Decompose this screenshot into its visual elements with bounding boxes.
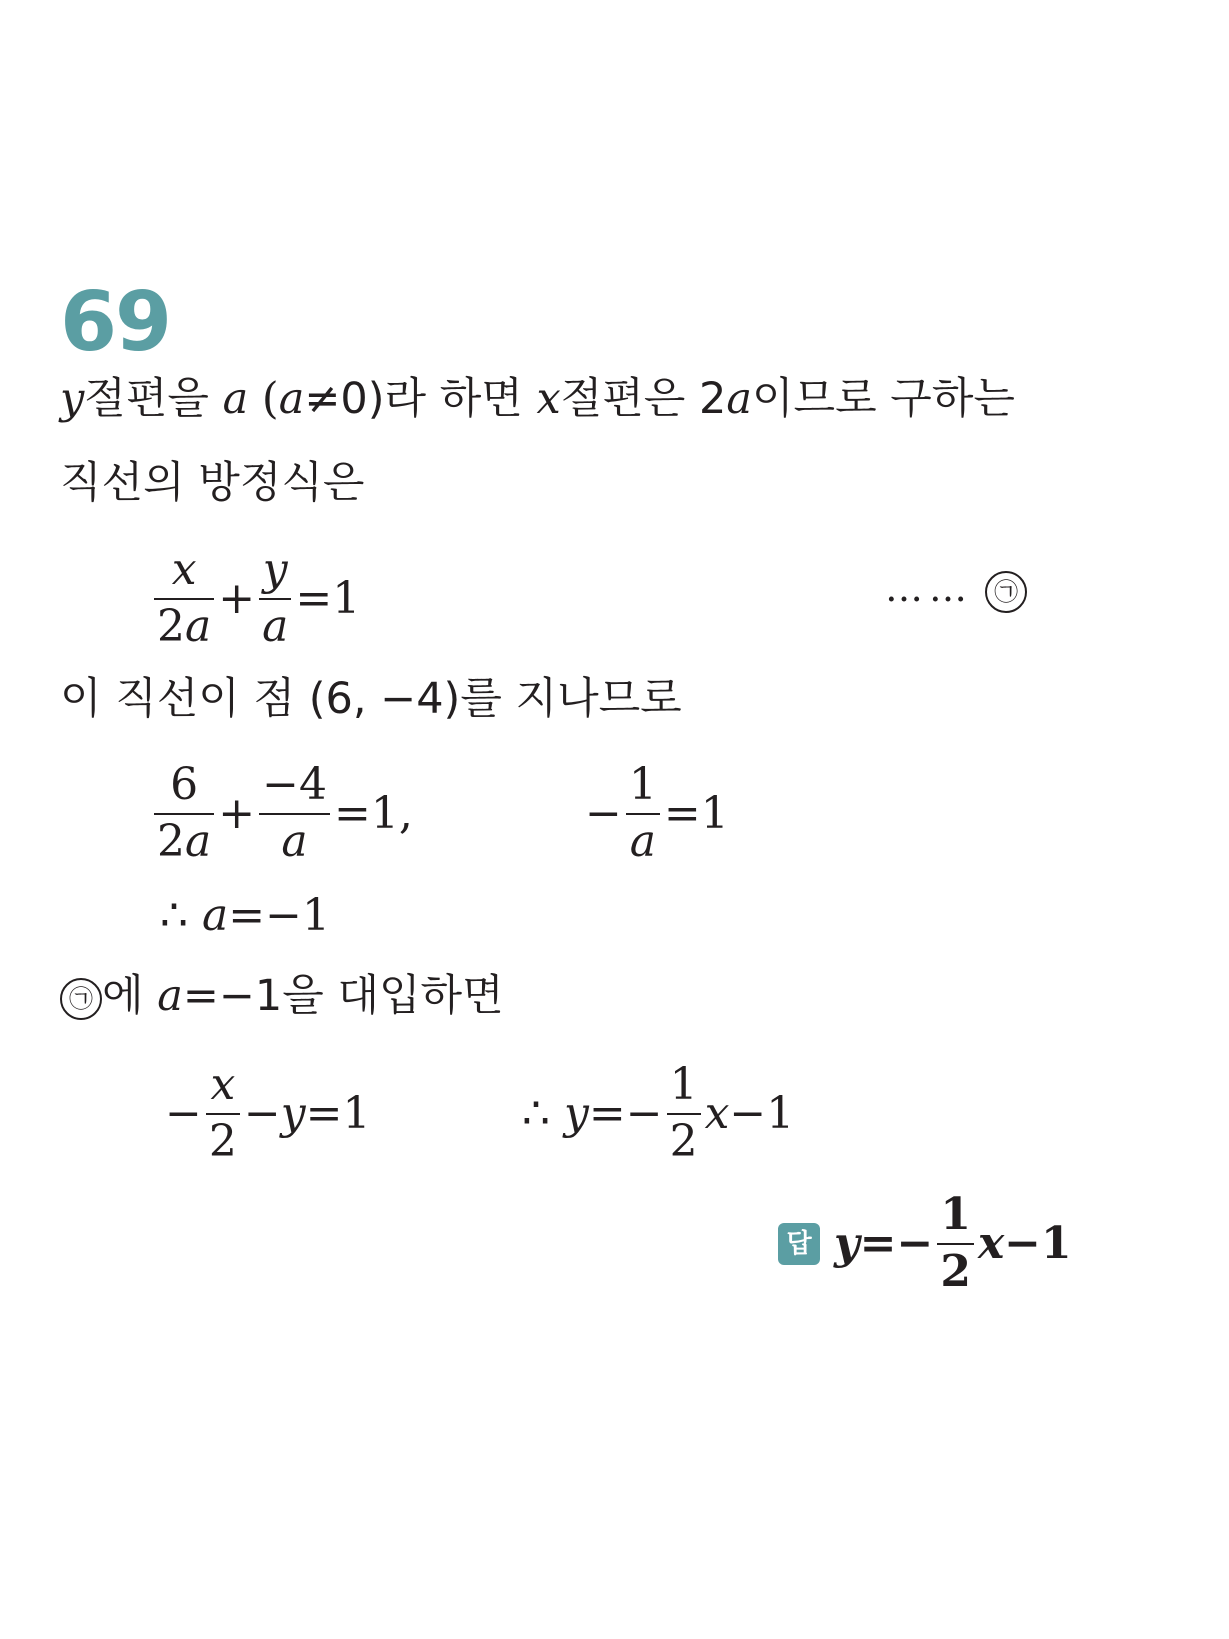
equation-2b: − $\frac{1}{a}$ =1 xyxy=(585,759,729,867)
problem-number: 69 xyxy=(60,275,171,370)
fraction-neg4-over-a: $\frac{-4}{a}$ xyxy=(259,760,330,867)
var-y: y xyxy=(60,374,85,424)
solution-line-2: 직선의 방정식은 xyxy=(60,458,365,508)
answer-badge: 답 xyxy=(778,1223,820,1265)
fraction-x-over-2a: $\frac{x}{2a}$ xyxy=(154,545,214,652)
equation-4: − $\frac{x}{2}$ − y =1 xyxy=(165,1059,371,1167)
fraction-6-over-2a: $\frac{6}{2a}$ xyxy=(154,760,214,867)
circled-giyeok-icon: ㉠ xyxy=(60,978,102,1020)
therefore-symbol: ∴ xyxy=(522,1088,550,1140)
circled-giyeok-icon: ㉠ xyxy=(985,571,1027,613)
therefore-symbol: ∴ xyxy=(160,890,188,941)
answer-fraction-1-over-2: $\frac{1}{2}$ xyxy=(937,1190,974,1297)
equation-2: $\frac{6}{2a}$ + $\frac{-4}{a}$ =1, xyxy=(150,760,413,867)
equation-3: ∴ a =−1 xyxy=(160,890,330,941)
fraction-y-over-a: $\frac{y}{a}$ xyxy=(259,545,291,652)
answer: 답 y =− $\frac{1}{2}$ x −1 xyxy=(778,1190,1072,1297)
fraction-1-over-a: $\frac{1}{a}$ xyxy=(626,760,660,867)
solution-line-3: 이 직선이 점 (6, −4)를 지나므로 xyxy=(60,674,682,724)
fraction-1-over-2: $\frac{1}{2}$ xyxy=(667,1060,701,1167)
equation-1-tag: …… ㉠ xyxy=(885,566,1027,613)
equation-4b: ∴ y =− $\frac{1}{2}$ x −1 xyxy=(522,1059,795,1167)
fraction-x-over-2: $\frac{x}{2}$ xyxy=(206,1060,240,1167)
equation-1: $\frac{x}{2a}$ + $\frac{y}{a}$ =1 xyxy=(150,545,360,652)
solution-line-1: y절편을 a (a≠0)라 하면 x절편은 2a이므로 구하는 xyxy=(60,374,1015,424)
solution-line-4: ㉠ 에 a=−1을 대입하면 xyxy=(60,975,504,1020)
